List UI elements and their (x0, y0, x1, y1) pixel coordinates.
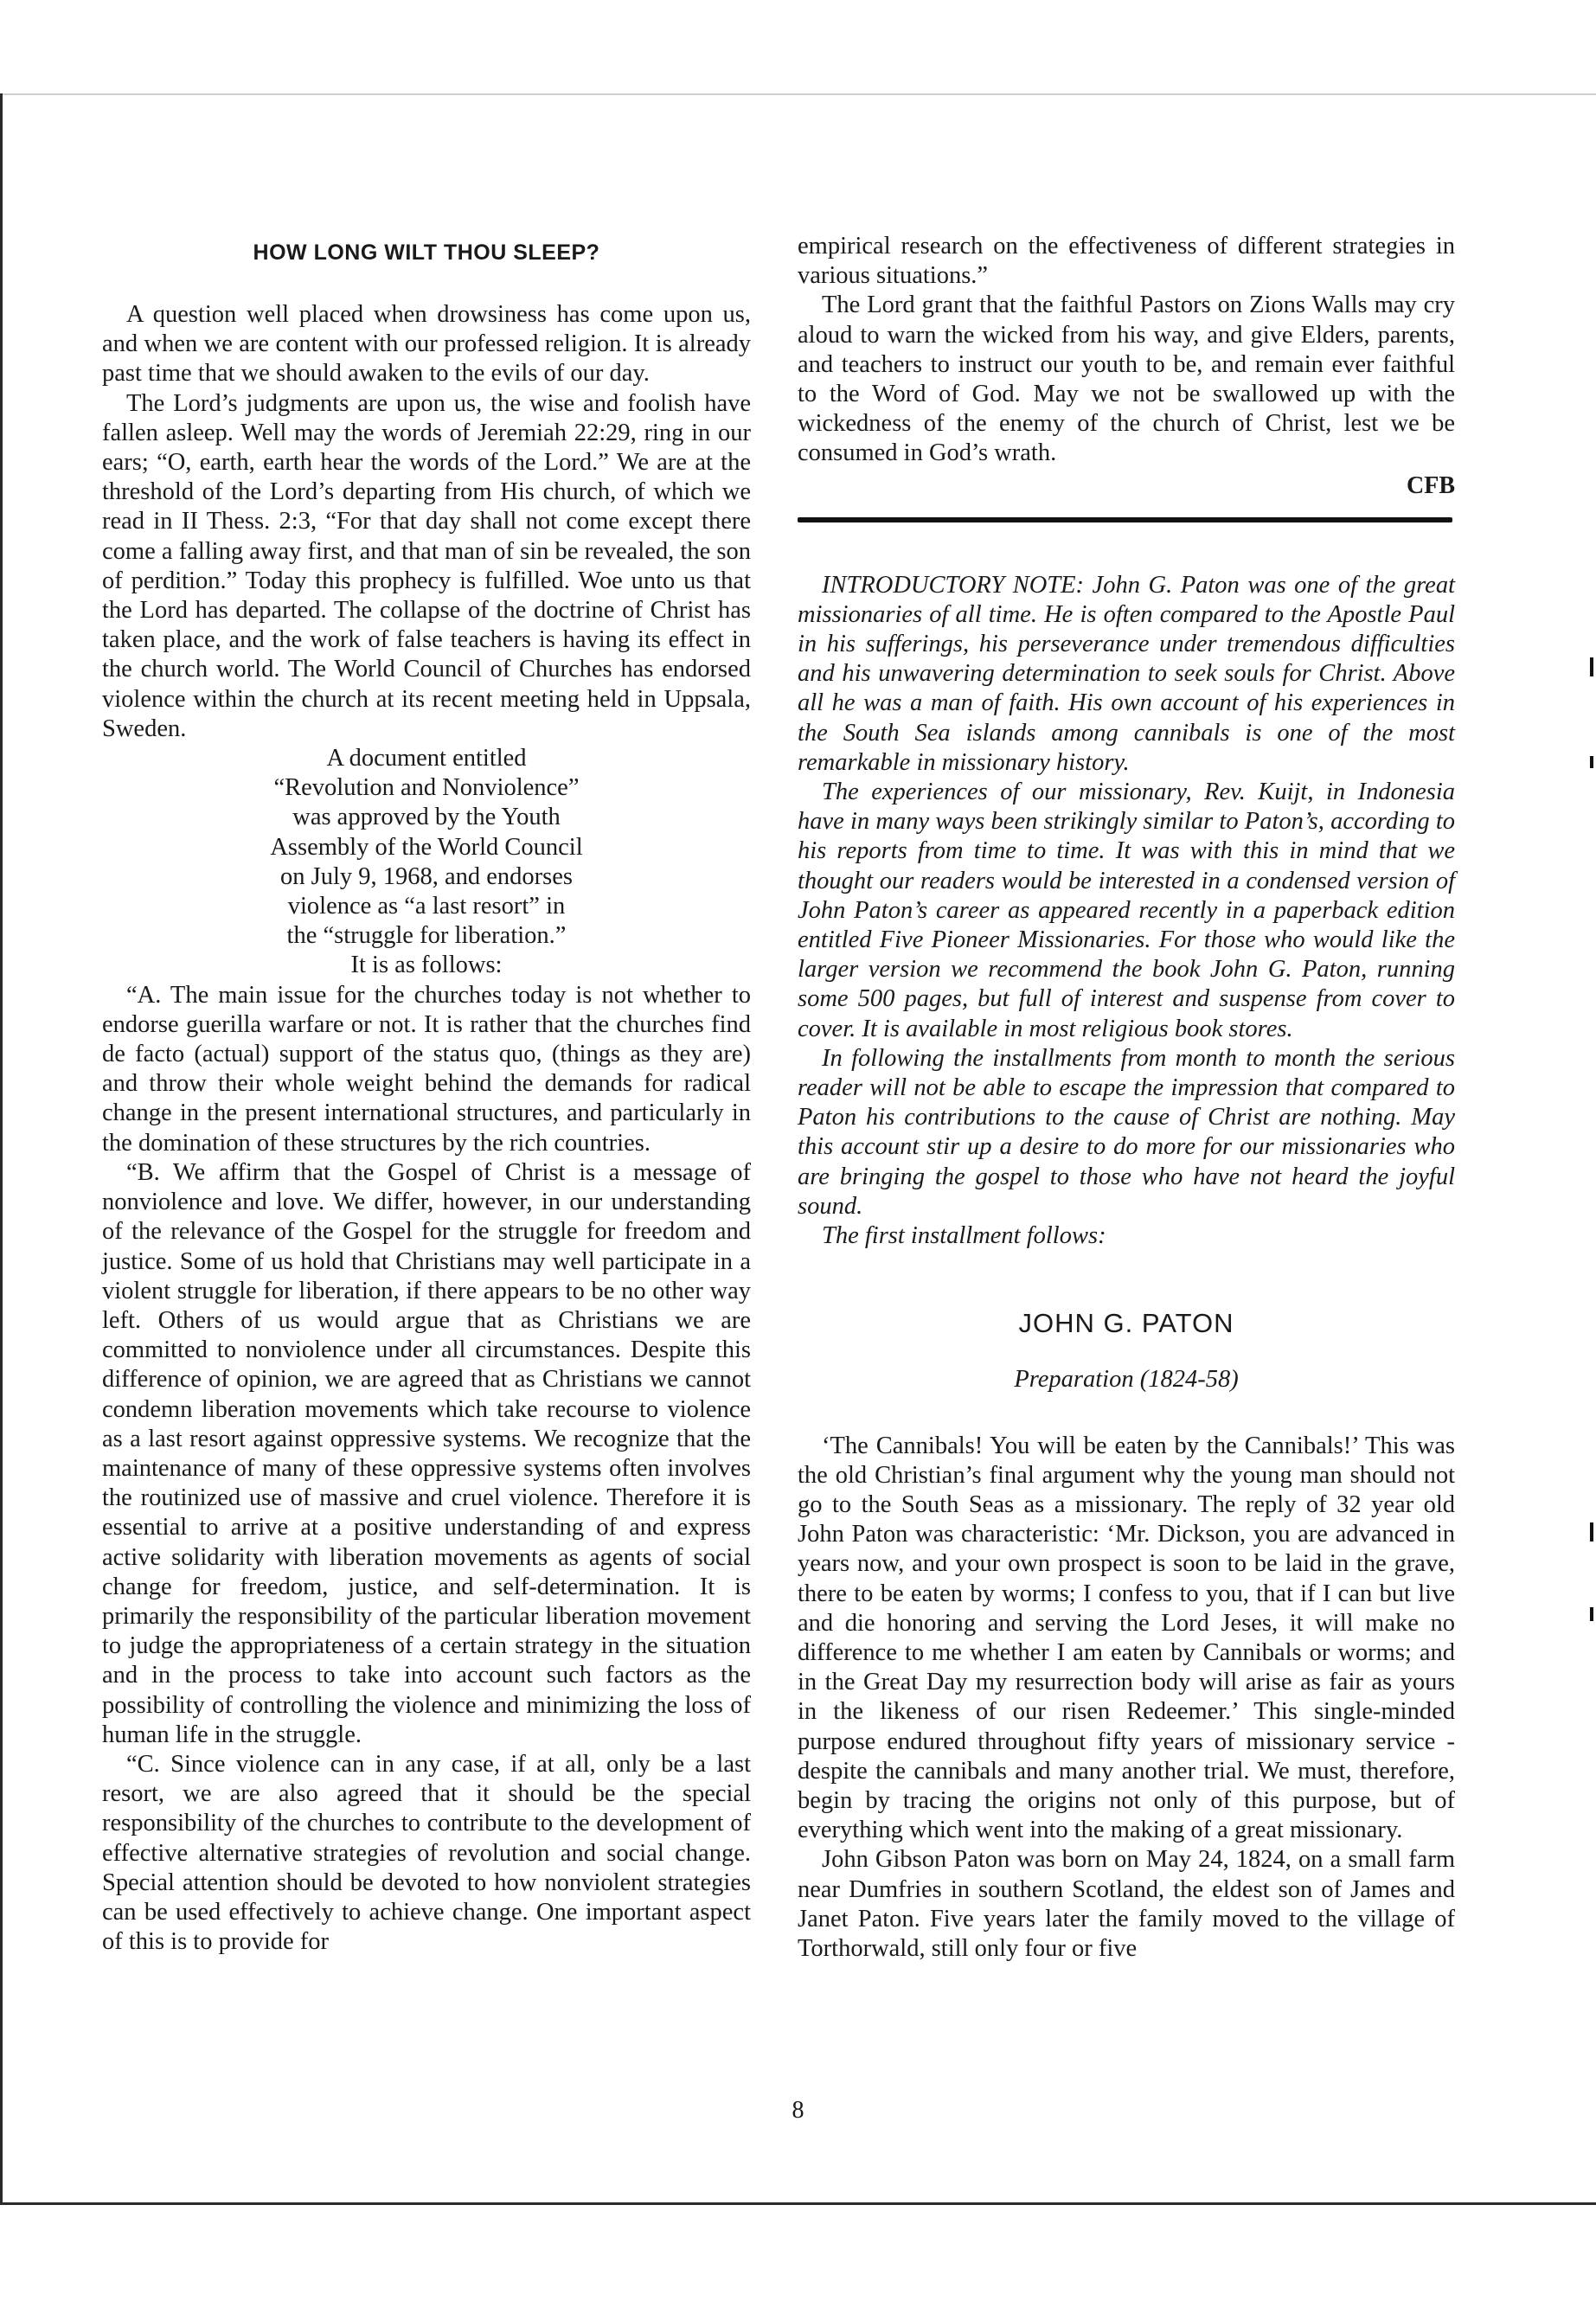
section-subtitle: Preparation (1824-58) (1014, 1366, 1239, 1394)
centered-line: A document entitled (326, 745, 527, 772)
paragraph: ‘The Cannibals! You will be eaten by the Cannibals!’ This was the old Christian’s final argument why the young man should not go to the South Seas as a missionary. The reply of 32 year old John Paton was characteristic: ‘Mr. Dickson, you are advanced in years now, and your own prospect is soon to be laid in the grave, there to be eaten by worms; I confess to you, that if I can but live and die honoring and serving the Lord Jeses, it will make no difference to me whether I am eaten by Cannibals or worms; and in the Great Day my resurrection body will arise as fair as yours in the likeness of our risen Redeemer.’ This single-minded purpose endured throughout fifty years of missionary service - despite the cannibals and many another trial. We must, therefore, begin by tracing the origins not only of this purpose, but of everything which went into the making of a great missionary. (798, 1432, 1455, 1844)
margin-mark (1590, 1522, 1593, 1541)
intro-paragraph: INTRODUCTORY NOTE: John G. Paton was one of the great missionaries of all time. He is often compared to the Apostle Paul in his sufferings, his perseverance under tremendous difficulties and his unwavering determination to seek souls for Christ. Above all he was a man of faith. His own account of his experiences in the South Sea islands among cannibals is one of the most remarkable in missionary history. (798, 571, 1455, 776)
paragraph: John Gibson Paton was born on May 24, 1824, on a small farm near Dumfries in southern Scotland, the eldest son of James and Janet Paton. Five years later the family moved to the village of Torthorwald, still only four or five (798, 1846, 1455, 1962)
quote-section-c: “C. Since violence can in any case, if at all, only be a last resort, we are also agreed that it should be the special responsibility of the churches to contribute to the development of effective alternative strategies of revolution and social change. Special attention should be devoted to how nonviolent strategies can be used effectively to achieve change. One important aspect of this is to provide for (102, 1750, 751, 1956)
article-title: HOW LONG WILT THOU SLEEP? (253, 240, 600, 265)
centered-line: was approved by the Youth (292, 804, 561, 831)
intro-paragraph: The experiences of our missionary, Rev. Kuijt, in Indonesia have in many ways been strikingly similar to Paton’s, according to his reports from time to time. It was with this in mind that we thought our readers would be interested in a condensed version of John Paton’s career as appeared recently in a paperback edition entitled Five Pioneer Missionaries. For those who would like the larger version we recommend the book John G. Paton, running some 500 pages, but full of interest and suspense from cover to cover. It is available in most religious book stores. (798, 779, 1455, 1042)
intro-paragraph: The first installment follows: (822, 1222, 1106, 1250)
quote-section-b: “B. We affirm that the Gospel of Christ is a message of nonviolence and love. We differ, however, in our understanding of the relevance of the Gospel for the struggle for freedom and justice. Some of us hold that Christians may well participate in a violent struggle for liberation, if there appears to be no other way left. Others of us would argue that as Christians we are committed to nonviolence under all circumstances. Despite this difference of opinion, we are agreed that as Christians we cannot condemn liberation movements which take recourse to violence as a last resort against oppressive systems. We recognize that the maintenance of many of these oppressive systems often involves the routinized use of massive and cruel violence. Therefore it is essential to arrive at a positive understanding of and express active solidarity with liberation movements as agents of social change for freedom, justice, and self-determination. It is primarily the responsibility of the particular liberation movement to judge the appropriateness of a certain strategy in the situation and in the process to take into account such factors as the possibility of controlling the violence and minimizing the loss of human life in the struggle. (102, 1158, 751, 1748)
centered-line: on July 9, 1968, and endorses (279, 862, 573, 890)
page-number: 8 (792, 2097, 804, 2124)
right-column (798, 232, 1455, 1964)
centered-line: It is as follows: (350, 952, 503, 979)
section-title: JOHN G. PATON (1018, 1308, 1234, 1339)
paragraph-continuation: empirical research on the effectiveness of different strategies in various situations.” (798, 233, 1455, 290)
centered-line: the “struggle for liberation.” (286, 922, 567, 950)
quote-section-a: “A. The main issue for the churches today is not whether to endorse guerilla warfare or not. It is rather that the churches find de facto (actual) support of the status quo, (things as they are) and throw their whole weight behind the demands for radical change in the present international structures, and particularly in the domination of these structures by the rich countries. (102, 981, 751, 1157)
margin-mark (1590, 756, 1593, 768)
paragraph: A question well placed when drowsiness has come upon us, and when we are content with our professed religion. It is already past time that we should awaken to the evils of our day. (102, 301, 751, 388)
centered-line: “Revolution and Nonviolence” (273, 774, 580, 802)
centered-document-note (102, 744, 751, 981)
divider-rule (798, 517, 1452, 522)
paragraph: The Lord’s judgments are upon us, the wise and foolish have fallen asleep. Well may the words of Jeremiah 22:29, ring in our ears; “O, earth, earth hear the words of the Lord.” We are at the threshold of the Lord’s departing from His church, of which we read in II Thess. 2:3, “For that day shall not come except there come a falling away first, and that man of sin be revealed, the son of perdition.” Today this prophecy is fulfilled. Woe unto us that the Lord has departed. The collapse of the doctrine of Christ has taken place, and the work of false teachers is having its effect in the church world. The World Council of Churches has endorsed violence within the church at its recent meeting held in Uppsala, Sweden. (102, 389, 751, 742)
paragraph: The Lord grant that the faithful Pastors on Zions Walls may cry aloud to warn the wicked from his way, and give Elders, parents, and teachers to instruct our youth to be, and remain ever faithful to the Word of God. May we not be swallowed up with the wickedness of the enemy of the church of Christ, lest we be consumed in God’s wrath. (798, 292, 1455, 467)
margin-mark (1590, 657, 1593, 676)
page-left-edge (0, 93, 3, 2204)
introductory-note (798, 571, 1455, 1252)
intro-paragraph: In following the installments from month to month the serious reader will not be able to escape the impression that compared to Paton his contributions to the cause of Christ are nothing. May this account stir up a desire to do more for our missionaries who are bringing the gospel to those who have not heard the joyful sound. (798, 1044, 1455, 1220)
page-bottom-edge (0, 2202, 1596, 2205)
centered-line: violence as “a last resort” in (287, 893, 566, 920)
page-top-edge (0, 93, 1596, 95)
signature: CFB (1407, 471, 1455, 499)
margin-mark (1590, 1607, 1593, 1621)
left-column (102, 232, 751, 1957)
centered-line: Assembly of the World Council (270, 833, 583, 861)
